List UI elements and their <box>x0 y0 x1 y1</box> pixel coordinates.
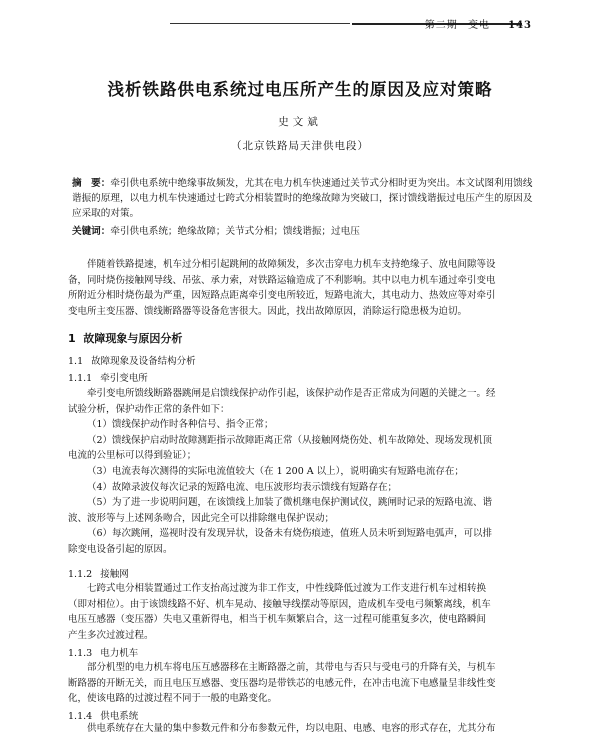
text-line: 试验分析，保护动作正常的条件如下： <box>68 403 230 415</box>
paper-title: 浅析铁路供电系统过电压所产生的原因及应对策略 <box>107 80 493 99</box>
subsection-heading-1-1 <box>68 353 196 367</box>
section-title: 故障现象与原因分析 <box>83 332 183 345</box>
intro-line: 所附近分相时烧伤最为严重，因短路点距离牵引变电所较近，短路电流大，其电动力、热效应等对牵引 <box>68 290 496 302</box>
intro-paragraph <box>68 257 540 319</box>
subsection-title: 接触网 <box>100 569 129 580</box>
header-issue: 第二期 <box>424 20 458 31</box>
list-item: （2）馈线保护启动时故障测距指示故障距离正常（从接触网烧伤处、机车故障处、现场发现机顶 <box>87 434 493 446</box>
text-line: 电压互感器（变压器）失电又重新得电，相当于机车频繁启合，这一过程可能重复多次，使电路瞬间 <box>68 614 487 626</box>
text-line: 化，使该电路的过渡过程不同于一般的电路变化。 <box>68 693 278 705</box>
section-heading-1 <box>68 330 182 346</box>
section-number: 1 <box>68 332 76 345</box>
intro-line: 伴随着铁路提速，机车过分相引起跳闸的故障频发，多次击穿电力机车支持绝缘子、放电间隙等设 <box>87 259 496 270</box>
paragraph-1-1-1 <box>68 386 540 558</box>
subsection-title: 故障现象及设备结构分析 <box>91 356 196 367</box>
subsection-heading-1-1-3 <box>68 645 138 659</box>
abstract-label: 摘 要： <box>72 178 111 189</box>
header-page-number: 143 <box>508 20 532 31</box>
list-item-continued: 波、波形等与上述网条吻合，因此完全可以排除继电保护误动； <box>68 512 335 524</box>
text-line: 部分机型的电力机车将电压互感器移在主断路器之前，其带电与否只与受电弓的升降有关，与机车 <box>87 662 496 673</box>
running-header <box>0 16 600 36</box>
subsection-number: 1.1 <box>68 356 84 367</box>
subsection-number: 1.1.2 <box>68 569 93 580</box>
text-line: 断路器的开断无关，而且电压互感器、变压器均是带铁芯的电感元件，在冲击电流下电感量呈非线性变 <box>68 677 496 689</box>
text-line: 供电系统存在大量的集中参数元件和分布参数元件，均以电阻、电感、电容的形式存在，尤其分布 <box>87 723 496 734</box>
paragraph-1-1-2 <box>68 581 540 643</box>
intro-line: 变电所主变压器、馈线断路器等设备危害很大。因此，找出故障原因，消除运行隐患极为迫切。 <box>68 305 468 317</box>
subsection-number: 1.1.3 <box>68 648 93 659</box>
subsection-number: 1.1.1 <box>68 373 93 384</box>
subsection-heading-1-1-1 <box>68 370 148 384</box>
list-item-continued: 电流的公里标可以得到验证）； <box>68 450 197 462</box>
list-item: （6）每次跳闸，巡视时没有发现异状，设备未有烧伤痕迹，值班人员未听到短路电弧声，可以排 <box>87 528 493 540</box>
subsection-title: 电力机车 <box>100 648 139 659</box>
list-item: （5）为了进一步说明问题，在该馈线上加装了微机继电保护测试仪，跳闸时记录的短路电流、谐 <box>87 497 493 509</box>
list-item: （3）电流表每次测得的实际电流值较大（在 1 200 A 以上），说明确实有短路电流存在； <box>87 465 464 477</box>
list-item-continued: 除变电设备引起的原因。 <box>68 543 173 555</box>
abstract <box>72 176 537 221</box>
list-item: （1）馈线保护动作时各种信号、指令正常； <box>87 419 274 431</box>
keywords-label: 关键词： <box>72 226 111 237</box>
keywords <box>72 224 537 239</box>
abstract-text: 牵引供电系统中绝缘事故频发，尤其在电力机车快速通过关节式分相时更为突出。本文试图利用馈线谐振的原理，以电力机车快速通过七跨式分相装置时的绝缘故障为突破口，探讨馈线谐振过电压产生的原因及应采取的对策。 <box>72 178 533 219</box>
paragraph-1-1-4 <box>68 721 540 737</box>
subsection-title: 供电系统 <box>100 711 139 722</box>
header-journal: 变电 <box>467 20 490 31</box>
author-name: 史文斌 <box>278 116 322 128</box>
text-line: 产生多次过渡过程。 <box>68 629 154 641</box>
intro-line: 备，同时烧伤接触网导线、吊弦、承力索，对铁路运输造成了不利影响。其中以电力机车通过牵引变电 <box>68 274 496 286</box>
paragraph-1-1-3 <box>68 660 540 707</box>
text-line: 牵引变电所馈线断路器跳闸是启馈线保护动作引起，该保护动作是否正常成为问题的关键之一。经 <box>87 388 496 399</box>
text-line: 七跨式电分相装置通过工作支抬高过渡为非工作支，中性线降低过渡为工作支进行机车过相转换 <box>87 583 487 594</box>
subsection-title: 牵引变电所 <box>100 373 148 384</box>
text-line: （即对相位）。由于该馈线路不好、机车晃动、接触导线摆动等原因，造成机车受电弓频繁离线，机车 <box>68 598 491 610</box>
subsection-heading-1-1-2 <box>68 566 129 580</box>
keywords-text: 牵引供电系统；绝缘故障；关节式分相；馈线谐振；过电压 <box>110 226 360 237</box>
subsection-heading-1-1-4 <box>68 708 138 722</box>
list-item: （4）故障录波仪每次记录的短路电流、电压波形均表示馈线有短路存在； <box>87 481 398 493</box>
author-affiliation: （北京铁路局天津供电段） <box>231 140 369 152</box>
subsection-number: 1.1.4 <box>68 711 93 722</box>
